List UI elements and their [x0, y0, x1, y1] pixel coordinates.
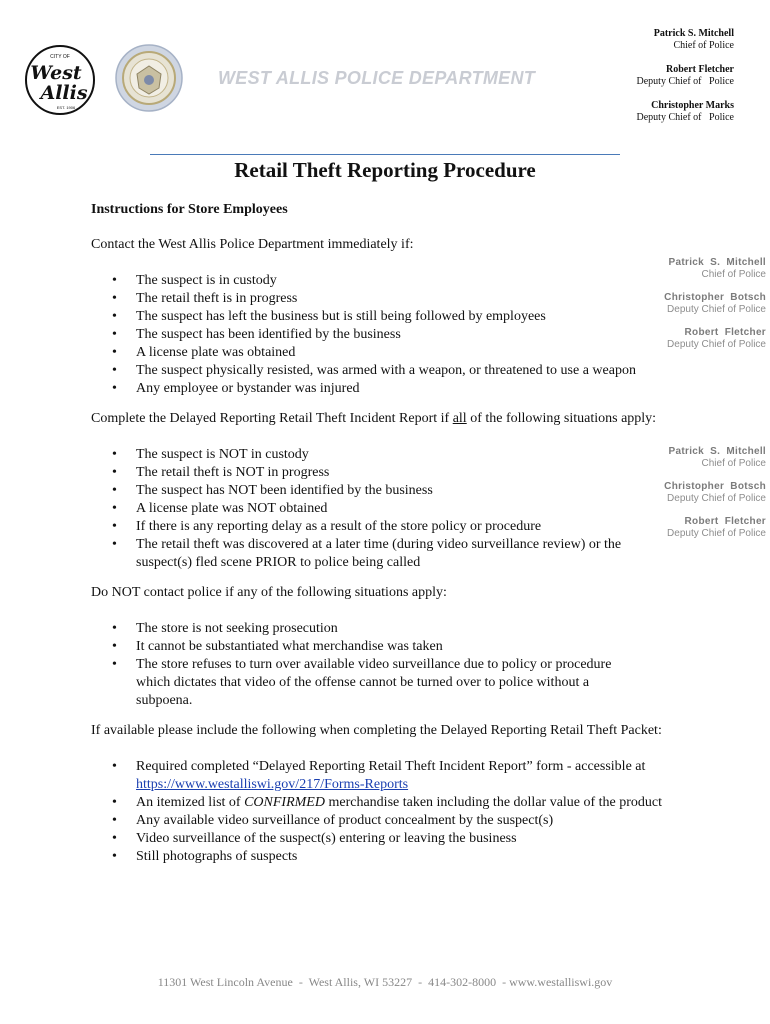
list-item: • The retail theft is NOT in progress — [91, 464, 666, 482]
official-name: Patrick S. Mitchell — [653, 28, 734, 39]
header-officials — [637, 28, 734, 136]
list-item: • A license plate was NOT obtained — [91, 500, 666, 518]
list-item: • The store is not seeking prosecution — [91, 620, 666, 638]
section1-intro: Contact the West Allis Police Department immediately if: — [91, 237, 414, 252]
section2-intro — [91, 410, 666, 428]
item-text: merchandise taken including the dollar value of the product — [324, 795, 663, 810]
list-item: • The suspect has been identified by the business — [91, 326, 681, 344]
list-item: • The retail theft is in progress — [91, 290, 681, 308]
side-official-title: Chief of Police — [701, 269, 766, 280]
west-allis-city-logo — [24, 44, 96, 116]
list-item — [91, 794, 666, 812]
section3-intro: Do NOT contact police if any of the following situations apply: — [91, 585, 447, 600]
official-entry — [637, 64, 734, 88]
list-item: • The retail theft was discovered at a later time (during video surveillance review) or the suspect(s) fled scene PRIOR to police being called — [91, 536, 666, 572]
side-official-name: Patrick S. Mitchell — [668, 446, 766, 457]
list-item: • The suspect is in custody — [91, 272, 681, 290]
side-official-title: Deputy Chief of Police — [667, 304, 766, 315]
section4-intro: If available please include the following when completing the Delayed Reporting Retail Theft Packet: — [91, 723, 662, 738]
city-logo-bottom-text: EST. 1906 — [56, 105, 76, 110]
police-department-seal-icon — [115, 44, 183, 112]
official-title: Deputy Chief of Police — [636, 112, 734, 123]
list-item — [91, 758, 666, 794]
section4-list — [91, 758, 666, 866]
official-name: Christopher Marks — [651, 100, 734, 111]
list-item: • It cannot be substantiated what merchandise was taken — [91, 638, 666, 656]
item-text: Required completed “Delayed Reporting Retail Theft Incident Report” form - accessible at — [136, 759, 646, 774]
list-item: • The suspect is NOT in custody — [91, 446, 666, 464]
city-logo-word-allis: Allis — [40, 82, 88, 104]
list-item: • Any available video surveillance of product concealment by the suspect(s) — [91, 812, 666, 830]
list-item: • Still photographs of suspects — [91, 848, 666, 866]
list-item: • The suspect physically resisted, was armed with a weapon, or threatened to use a weapon — [91, 362, 681, 380]
item-emph: CONFIRMED — [244, 795, 325, 810]
list-item: • A license plate was obtained — [91, 344, 681, 362]
section2-intro-a: Complete the Delayed Reporting Retail Theft Incident Report if — [91, 411, 453, 426]
forms-reports-link[interactable]: https://www.westalliswi.gov/217/Forms-Reports — [136, 777, 409, 792]
document-body — [91, 201, 681, 866]
list-item: • The suspect has NOT been identified by the business — [91, 482, 666, 500]
official-title: Deputy Chief of Police — [636, 76, 734, 87]
side-official-title: Deputy Chief of Police — [667, 339, 766, 350]
list-item: • Any employee or bystander was injured — [91, 380, 681, 398]
document-title: Retail Theft Reporting Procedure — [234, 158, 536, 182]
footer-address: 11301 West Lincoln Avenue - West Allis, WI 53227 - 414-302-8000 - www.westalliswi.gov — [157, 975, 613, 989]
list-item: • If there is any reporting delay as a result of the store policy or procedure — [91, 518, 666, 536]
department-name: WEST ALLIS POLICE DEPARTMENT — [218, 68, 536, 88]
side-official-name: Robert Fletcher — [684, 516, 766, 527]
side-official-title: Deputy Chief of Police — [667, 528, 766, 539]
official-name: Robert Fletcher — [665, 64, 734, 75]
header-divider — [150, 154, 620, 155]
list-item: • The store refuses to turn over available video surveillance due to policy or procedure which dictates that video of the offense cannot be turned over to police without a subpoena. — [91, 656, 666, 710]
subtitle: Instructions for Store Employees — [91, 202, 288, 217]
official-entry — [637, 28, 734, 52]
city-logo-word-west: West — [30, 62, 82, 84]
official-title: Chief of Police — [673, 40, 734, 51]
section2-intro-b: of the following situations apply: — [466, 411, 657, 426]
section3-list — [91, 620, 666, 710]
side-official-title: Deputy Chief of Police — [667, 493, 766, 504]
list-item: • The suspect has left the business but is still being followed by employees — [91, 308, 681, 326]
side-official-name: Christopher Botsch — [664, 481, 766, 492]
city-logo-top-text: CITY OF — [50, 54, 70, 60]
section1-list — [91, 272, 681, 398]
section2-list — [91, 446, 666, 572]
side-official-title: Chief of Police — [701, 458, 766, 469]
section2-intro-emph: all — [452, 411, 467, 426]
side-official-name: Christopher Botsch — [664, 292, 766, 303]
list-item: • Video surveillance of the suspect(s) entering or leaving the business — [91, 830, 666, 848]
official-entry — [637, 100, 734, 124]
item-text: An itemized list of — [136, 795, 245, 810]
side-official-name: Patrick S. Mitchell — [668, 257, 766, 268]
side-official-name: Robert Fletcher — [684, 327, 766, 338]
